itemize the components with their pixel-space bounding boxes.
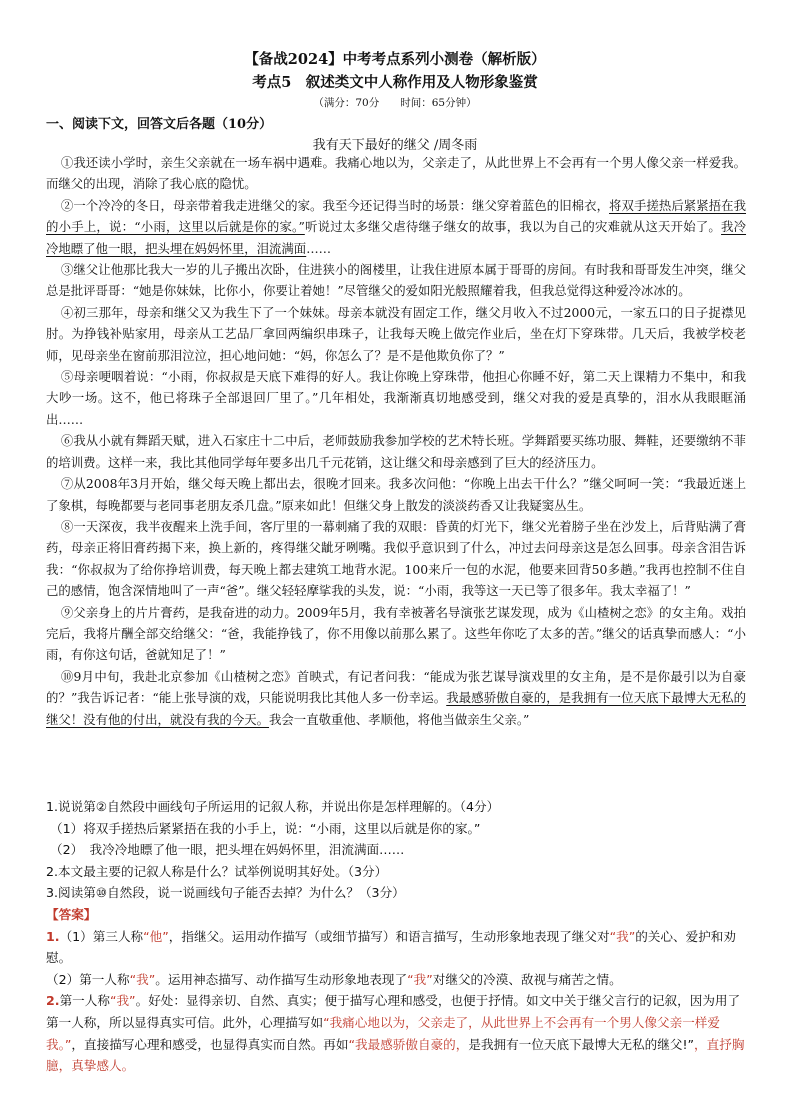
- exam-subtitle: 考点5 叙述类文中人称作用及人物形象鉴赏: [252, 74, 538, 91]
- answer-2-quote-2b: 是我拥有一位天底下最博大无私的继父!”: [468, 1036, 695, 1052]
- answer-2-quote-2a: “我最感骄傲自豪的，: [348, 1036, 469, 1052]
- paragraph-2-text-c: ……: [306, 240, 331, 256]
- paragraph-10: [46, 666, 746, 730]
- paragraph-2: [46, 195, 746, 259]
- underlined-sentence-2: 我冷冷地瞟了他一眼，把头埋在妈妈怀里，泪流满面: [46, 219, 747, 256]
- answer-2-quote: “我”: [109, 993, 136, 1009]
- paragraph-9: ⑨父亲身上的片片膏药，是我奋进的动力。2009年5月，我有幸被著名导演张艺谋发现，成为《山楂树之恋》的女主角。戏拍完后，我将片酬全部交给继父：“爸，我能挣钱了，你不用像以前那么累了。这些年你吃了太多的苦。”继父的话真挚而感人：“小雨，有你这句话，爸就知足了！”: [46, 604, 746, 663]
- question-1-item-2: （2） 我冷冷地瞟了他一眼，把头埋在妈妈怀里，泪流满面……: [50, 842, 405, 858]
- question-1: 1.说说第②自然段中画线句子所运用的记叙人称，并说出你是怎样理解的。（4分）: [46, 799, 500, 814]
- paragraph-10-text-a: ⑩9月中旬，我赴北京参加《山楂树之恋》首映式，有记者问我：“能成为张艺谋导演戏里的女主角，是不是你最引以为自豪的？”我告诉记者：“能上张导演的戏，只能说明我比其他人多一份幸运。: [46, 668, 746, 706]
- paragraph-4: ④初三那年，母亲和继父又为我生下了一个妹妹。母亲本就没有固定工作，继父月收入不过2000元，一家五口的日子捉襟见肘。为挣钱补贴家用，母亲从工艺品厂拿回两编织串珠子，让我每天晚上做完作业后，坐在灯下穿珠带。几天后，我被学校老师，见母亲坐在窗前那泪泣泣，担心地问她：“妈，你怎么了？是不是他欺负你了？”: [46, 304, 746, 363]
- answer-1-part-2: [46, 969, 746, 991]
- paragraph-7: ⑦从2008年3月开始，继父每天晚上都出去，很晚才回来。我多次问他：“你晚上出去干什么？”继父呵呵一笑：“我最近迷上了象棋，每晚都要与老同事老朋友杀几盘。”原来如此！但继父身上散发的淡淡药香又让我疑窦丛生。: [46, 476, 746, 513]
- answer-1-number: 1.: [46, 928, 60, 944]
- question-1-item-1: （1）将双手搓热后紧紧捂在我的小手上，说：“小雨，这里以后就是你的家。”: [50, 820, 481, 836]
- answer-2-text: 第一人称: [59, 993, 110, 1009]
- answer-1-2-text: （2）第一人称: [46, 971, 130, 987]
- answer-1-part-1: [46, 926, 746, 969]
- answer-1-2-text-b: 。运用神态描写、动作描写生动形象地表现了: [155, 971, 408, 987]
- paragraph-5: ⑤母亲哽咽着说：“小雨，你叔叔是天底下难得的好人。我让你晚上穿珠带，他担心你睡不好，第二天上课精力不集中，和我大吵一场。这不，他已将珠子全部退回厂里了。”几年相处，我渐渐真切地感受到，继父对我的爱是真挚的，泪水从我眼眶涌出……: [46, 369, 746, 427]
- paragraph-1: ①我还读小学时，亲生父亲就在一场车祸中遇难。我痛心地以为，父亲走了，从此世界上不会再有一个男人像父亲一样爱我。而继父的出现，消除了我心底的隐忧。: [46, 155, 746, 192]
- answer-label: 【答案】: [46, 906, 97, 922]
- answer-1-1-quote: “他”: [143, 928, 169, 944]
- answer-2-number: 2.: [46, 993, 60, 1009]
- paragraph-6: ⑥我从小就有舞蹈天赋，进入石家庄十二中后，老师鼓励我参加学校的艺术特长班。学舞蹈要买练功服、舞鞋，还要缴纳不菲的培训费。这样一来，我比其他同学每年要多出几千元花销，这让继父和母亲感到了巨大的经济压力。: [46, 433, 746, 470]
- paragraph-10-text-b: 我会一直敬重他、孝顺他，将他当做亲生父亲。”: [269, 711, 530, 727]
- underlined-sentence-3: 我最感骄傲自豪的，是我拥有一位天底下最博大无私的继父！没有他的付出，就没有我的今天。: [46, 690, 747, 727]
- answer-1-1-text: （1）第三人称: [59, 928, 144, 944]
- question-3: 3.阅读第⑩自然段，说一说画线句子能否去掉？为什么？（3分）: [46, 885, 405, 901]
- answer-1-2-quote-b: “我”: [407, 971, 433, 987]
- section-heading: 一、阅读下文，回答文后各题（10分）: [46, 117, 273, 132]
- paragraph-8: ⑧一天深夜，我半夜醒来上洗手间，客厅里的一幕刺痛了我的双眼：昏黄的灯光下，继父光着膀子坐在沙发上，后背贴满了膏药，母亲正将旧膏药揭下来，换上新的，疼得继父龇牙咧嘴。我似乎意识到了什么，冲过去问母亲这是怎么回事。母亲含泪告诉我：“你叔叔为了给你挣培训费，每天晚上都去建筑工地背水泥。100来斤一包的水泥，他要来回背50多趟。”我再也控制不住自己的感情，饱含深情地叫了一声“爸”。继父轻轻摩挲我的头发，说：“小雨，我等这一天已等了很多年。我太幸福了！”: [46, 518, 746, 599]
- questions-and-answers: [46, 796, 746, 1077]
- article-title: 我有天下最好的继父 /周冬雨: [312, 138, 478, 153]
- answer-2-text-d: ，直抒胸臆，真挚感人。: [46, 1036, 745, 1074]
- paragraph-3: ③继父让他那比我大一岁的儿子搬出次卧，住进狭小的阁楼里，让我住进原本属于哥哥的房间。有时我和哥哥发生冲突，继父总是批评哥哥：“她是你妹妹，比你小，你要让着她！”尽管继父的爱如阳光般照耀着我，但我总觉得这种爱冷冰冰的。: [46, 262, 746, 299]
- answer-2: [46, 990, 746, 1076]
- answer-2-quote-1: “我痛心地以为，父亲走了，从此世界上不会再有一个男人像父亲一样爱我。”: [46, 1014, 720, 1052]
- answer-1-1-text-b: ，指继父。运用动作描写（或细节描写）和语言描写，生动形象地表现了继父对: [168, 928, 610, 944]
- answer-2-text-c: ，直接描写心理和感受，也显得真实而自然。再如: [71, 1036, 349, 1052]
- exam-meta: （满分：70分 时间：65分钟）: [313, 97, 477, 109]
- answer-1-2-text-c: 对继父的冷漠、敌视与痛苦之情。: [432, 971, 622, 987]
- exam-title: 【备战2024】中考考点系列小测卷（解析版）: [244, 51, 546, 68]
- underlined-sentence-1: 将双手搓热后紧紧捂在我的小手上，说：“小雨，这里以后就是你的家。”: [46, 197, 747, 235]
- answer-1-1-text-c: 的关心、爱护和劝慰。: [46, 928, 736, 966]
- answer-2-text-b: 。好处：显得亲切、自然、真实；便于描写心理和感受，也便于抒情。如文中关于继父言行的记叙，因为用了第一人称，所以显得真实可信。此外，心理描写如: [46, 993, 741, 1030]
- answer-1-2-quote: “我”: [129, 971, 156, 987]
- paragraph-2-text-b: 听说过太多继父虐待继子继女的故事，我以为自己的灾难就从这天开始了。: [304, 219, 722, 235]
- answer-1-1-quote-b: “我”: [609, 928, 636, 944]
- question-2: 2.本文最主要的记叙人称是什么？试举例说明其好处。（3分）: [46, 863, 388, 879]
- article-body: [46, 152, 746, 730]
- paragraph-2-text-a: ②一个冷冷的冬日，母亲带着我走进继父的家。我至今还记得当时的场景：继父穿着蓝色的旧棉衣，: [60, 197, 610, 213]
